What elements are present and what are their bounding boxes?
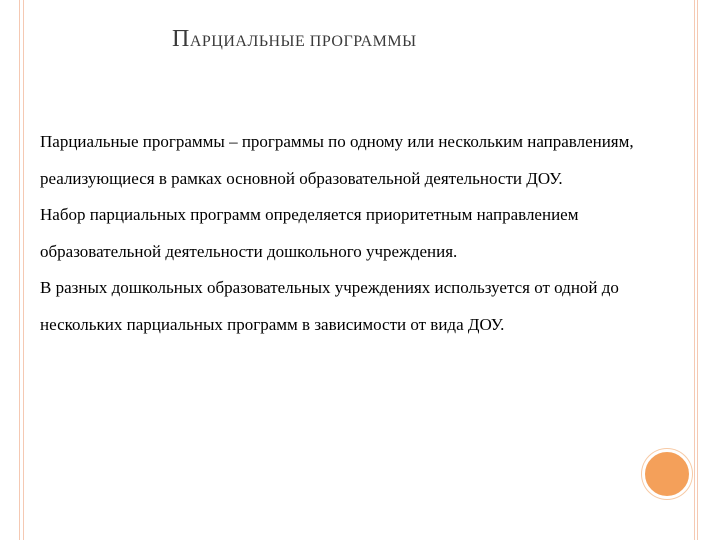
slide-title (172, 26, 417, 53)
paragraph-selection: Набор парциальных программ определяется приоритетным направлением образовательной деятельности дошкольного учреждения. (40, 205, 579, 261)
right-frame-line (694, 0, 695, 540)
paragraph-usage: В разных дошкольных образовательных учреждениях используется от одной до нескольких парциальных программ в зависимости от вида ДОУ. (40, 278, 619, 334)
paragraph-definition: Парциальные программы – программы по одному или нескольким направлениям, реализующиеся в рамках основной образовательной деятельности ДОУ. (40, 132, 634, 188)
decorative-circle-icon (642, 449, 692, 499)
left-frame-border (0, 0, 20, 540)
slide-title-initial: П (172, 26, 190, 52)
left-frame-line (23, 0, 24, 540)
slide-body (40, 124, 688, 343)
slide-title-rest: АРЦИАЛЬНЫЕ ПРОГРАММЫ (189, 33, 417, 50)
right-frame-border (697, 0, 720, 540)
